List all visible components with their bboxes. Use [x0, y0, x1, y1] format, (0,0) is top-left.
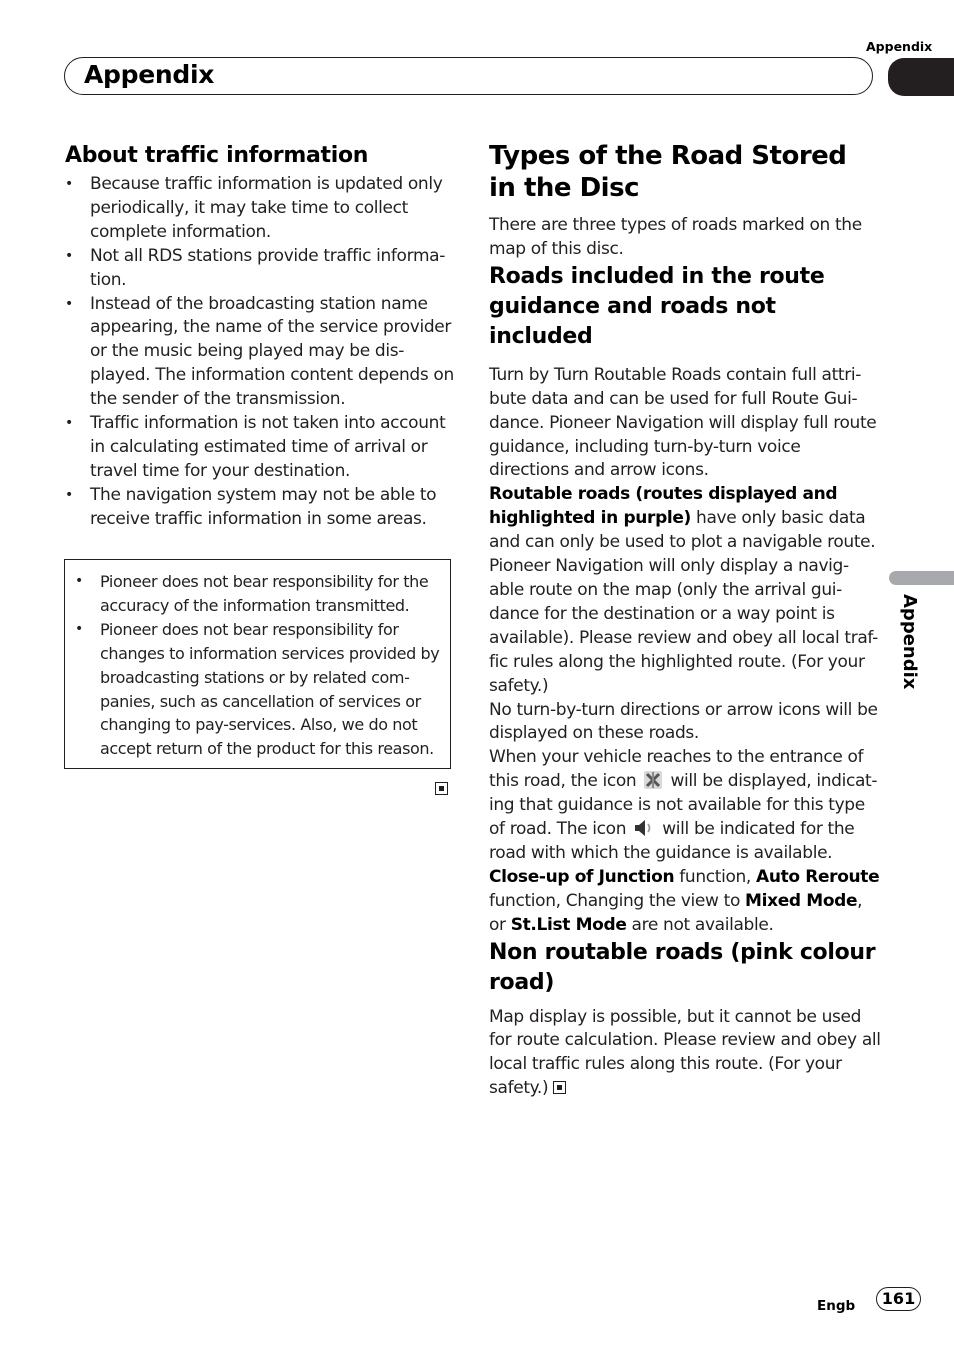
- junction-term: Close-up of Junction: [489, 866, 675, 887]
- chapter-tab: [888, 58, 954, 96]
- list-item: • Traffic information is not taken into account in calculating estimated time of arrival or travel time for your destination.: [65, 412, 455, 484]
- traffic-info-heading: About traffic information: [65, 143, 369, 168]
- left-column: [65, 141, 455, 532]
- text-fragment: function, Changing the view to: [489, 890, 746, 911]
- list-item: • The navigation system may not be able to receive traffic information in some areas.: [65, 484, 455, 532]
- right-column: [489, 140, 881, 1101]
- non-routable-text: Map display is possible, but it cannot be used for route calculation. Please review and obey all local traffic rules along this route. (For your safety.): [489, 1006, 881, 1099]
- road-types-intro: There are three types of roads marked on the map of this disc.: [489, 215, 862, 259]
- list-item: • Not all RDS stations provide traffic informa-tion.: [65, 245, 455, 293]
- list-item: • Pioneer does not bear responsibility for the accuracy of the information transmitted.: [75, 570, 442, 618]
- guidance-unavailable-icon: [643, 770, 663, 790]
- side-tab-label: Appendix: [899, 594, 920, 690]
- routable-roads-heading: Roads included in the route guidance and roads not included: [489, 263, 825, 349]
- side-tab-marker: [889, 571, 954, 585]
- non-routable-para: [489, 1006, 881, 1102]
- running-head: Appendix: [866, 39, 933, 54]
- text-fragment: , or: [489, 890, 863, 935]
- text-fragment: are not available.: [626, 914, 774, 935]
- page-number: 161: [876, 1287, 921, 1311]
- voice-guidance-icon: [633, 818, 655, 838]
- text-fragment: function,: [674, 866, 757, 887]
- no-directions-para: No turn-by-turn directions or arrow icons will be displayed on these roads.: [489, 699, 878, 744]
- list-item: • Pioneer does not bear responsibility for changes to information services provided by broadcasting stations or by related com-panies, such as cancellation of services or changing to pay-services. Also, we do not accept return of the product for this reason.: [75, 618, 442, 761]
- list-item: • Because traffic information is updated only periodically, it may take time to collect complete information.: [65, 173, 455, 245]
- end-of-section-icon: [435, 782, 448, 795]
- purple-roads-term: Routable roads (routes displayed and highlighted in purple): [489, 484, 838, 529]
- section-title: Appendix: [84, 60, 215, 89]
- routable-roads-purple-para: [489, 483, 881, 698]
- icon-explanation-para: [489, 746, 881, 866]
- traffic-info-list: [65, 173, 455, 532]
- unavailable-functions-para: [489, 866, 881, 938]
- disclaimer-list: [75, 570, 442, 761]
- icon-text-c: will be indicated for the road with which the guidance is available.: [489, 819, 855, 863]
- icon-text-a: When your vehicle reaches to the entrance of this road, the icon: [489, 747, 864, 792]
- stlist-mode-term: St.List Mode: [510, 914, 627, 935]
- icon-text-b: will be displayed, indicat-ing that guidance is not available for this type of road. The icon: [489, 771, 878, 840]
- end-of-section-icon: [553, 1081, 566, 1094]
- list-item: • Instead of the broadcasting station name appearing, the name of the service provider or the music being played may be dis-played. The information content depends on the sender of the transmission.: [65, 293, 455, 413]
- reroute-term: Auto Reroute: [756, 866, 880, 887]
- routable-roads-para: Turn by Turn Routable Roads contain full attri-bute data and can be used for full Route Gui-dance. Pioneer Navigation will display full route guidance, including turn-by-turn voice directions and arrow icons.: [489, 364, 877, 481]
- language-code: Engb: [817, 1298, 856, 1314]
- road-types-title: Types of the Road Stored in the Disc: [489, 141, 847, 203]
- mixed-mode-term: Mixed Mode: [745, 890, 858, 911]
- non-routable-heading: Non routable roads (pink colour road): [489, 939, 876, 995]
- purple-roads-text: have only basic data and can only be used to plot a navigable route. Pioneer Navigation will only display a navig-able route on the map (only the arrival gui-dance for the destination or a way point is available). Please review and obey all local traf-fic rules along the highlighted route. (For your safety.): [489, 508, 878, 696]
- disclaimer-box: [64, 559, 451, 769]
